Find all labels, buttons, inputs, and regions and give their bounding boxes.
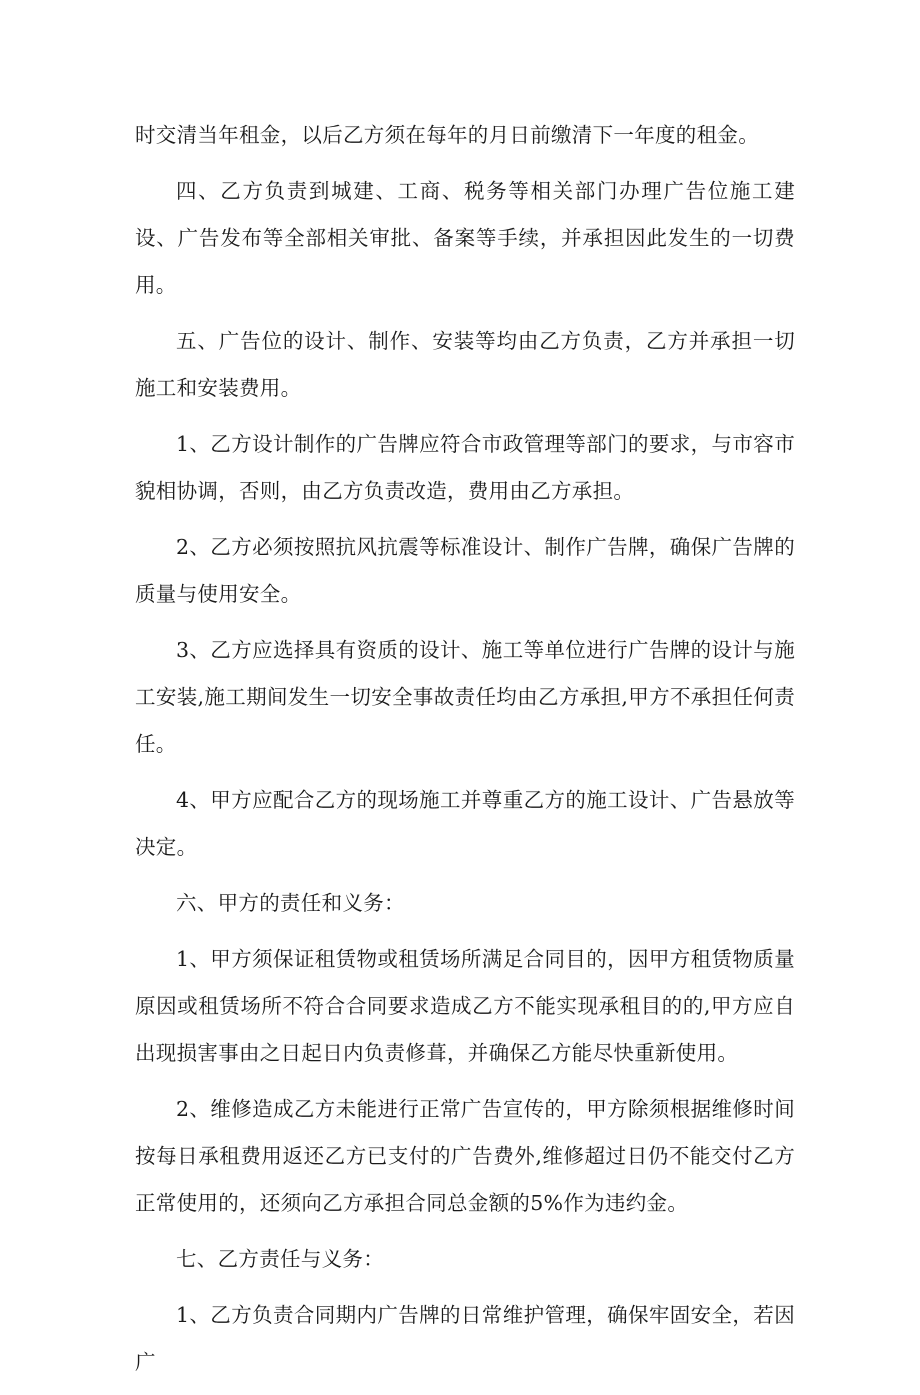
paragraph-clause-5-item-4: 4、甲方应配合乙方的现场施工并尊重乙方的施工设计、广告悬放等决定。 xyxy=(135,788,795,859)
paragraph-clause-7-item-1: 1、乙方负责合同期内广告牌的日常维护管理，确保牢固安全，若因广 xyxy=(135,1303,795,1374)
paragraph-clause-5: 五、广告位的设计、制作、安装等均由乙方负责，乙方并承担一切施工和安装费用。 xyxy=(135,329,795,400)
paragraph-clause-5-item-3: 3、乙方应选择具有资质的设计、施工等单位进行广告牌的设计与施工安装,施工期间发生一切安全事故责任均由乙方承担,甲方不承担任何责任。 xyxy=(135,638,795,756)
document-page xyxy=(135,112,795,1395)
paragraph-clause-7-heading: 七、乙方责任与义务： xyxy=(176,1247,384,1271)
paragraph-clause-5-item-2: 2、乙方必须按照抗风抗震等标准设计、制作广告牌，确保广告牌的质量与使用安全。 xyxy=(135,535,795,606)
paragraph-clause-6-heading: 六、甲方的责任和义务： xyxy=(176,891,405,915)
paragraph-rent-payment: 时交清当年租金，以后乙方须在每年的月日前缴清下一年度的租金。 xyxy=(135,123,759,147)
paragraph-clause-6-item-2: 2、维修造成乙方未能进行正常广告宣传的，甲方除须根据维修时间按每日承租费用返还乙方已支付的广告费外,维修超过日仍不能交付乙方正常使用的，还须向乙方承担合同总金额的5%作为违约金。 xyxy=(135,1097,795,1215)
paragraph-clause-4: 四、乙方负责到城建、工商、税务等相关部门办理广告位施工建设、广告发布等全部相关审批、备案等手续，并承担因此发生的一切费用。 xyxy=(135,179,795,297)
paragraph-clause-5-item-1: 1、乙方设计制作的广告牌应符合市政管理等部门的要求，与市容市貌相协调，否则，由乙方负责改造，费用由乙方承担。 xyxy=(135,432,795,503)
paragraph-clause-6-item-1: 1、甲方须保证租赁物或租赁场所满足合同目的，因甲方租赁物质量原因或租赁场所不符合合同要求造成乙方不能实现承租目的的,甲方应自出现损害事由之日起日内负责修葺，并确保乙方能尽快重新使用。 xyxy=(135,947,795,1065)
